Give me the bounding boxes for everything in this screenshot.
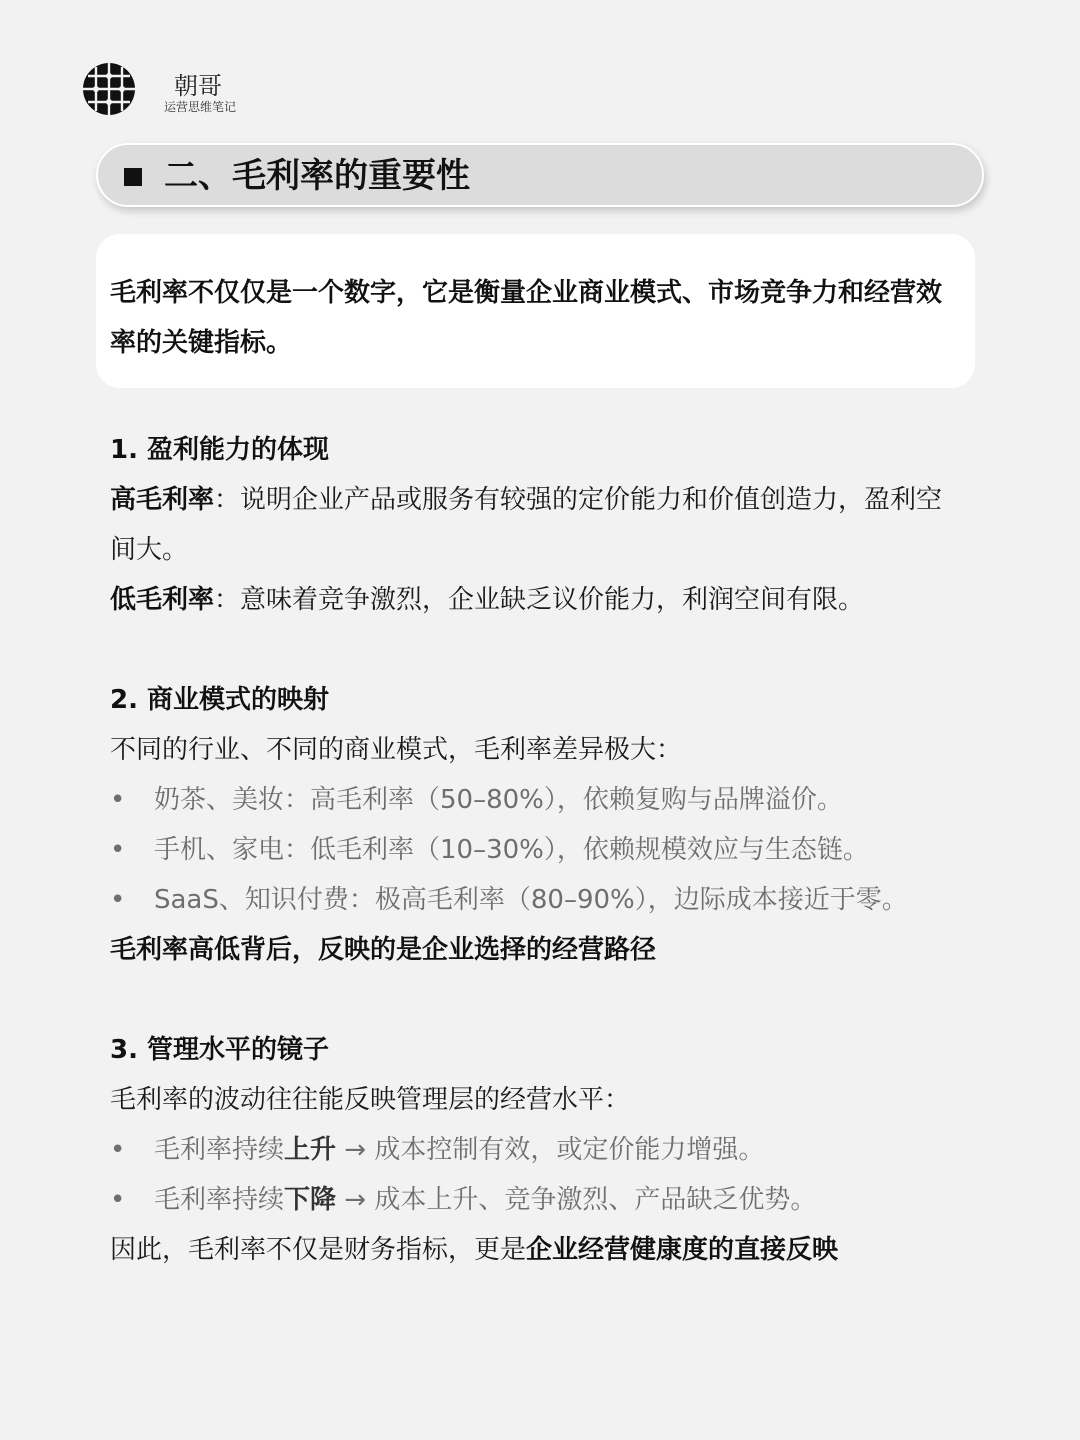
rise-emphasis: 上升 (284, 1135, 337, 1165)
intro-text: 毛利率不仅仅是一个数字，它是衡量企业商业模式、市场竞争力和经营效率的关键指标。 (110, 278, 943, 358)
part3-heading: 3. 管理水平的镜子 (110, 1035, 330, 1065)
section-title-bar (96, 143, 984, 207)
part1-low-paragraph (110, 575, 980, 625)
section-title: 二、毛利率的重要性 (164, 156, 470, 196)
list-item-text: 毛利率持续 (154, 1135, 285, 1165)
high-margin-text: ：说明企业产品或服务有较强的定价能力和价值创造力，盈利空间大。 (110, 485, 943, 565)
square-bullet-icon (124, 168, 142, 186)
part2-lead: 不同的行业、不同的商业模式，毛利率差异极大： (110, 735, 683, 765)
intro-card (96, 234, 975, 388)
high-margin-label: 高毛利率 (110, 485, 215, 515)
part2-heading: 2. 商业模式的映射 (110, 685, 330, 715)
brand-subtitle: 运营思维笔记 (164, 100, 237, 114)
globe-grid-icon (82, 62, 136, 116)
list-item (110, 825, 980, 875)
list-item-text: → 成本控制有效，或定价能力增强。 (336, 1135, 765, 1165)
brand-name: 朝哥 (174, 72, 222, 100)
list-item-text: 奶茶、美妆：高毛利率（50–80%），依赖复购与品牌溢价。 (154, 785, 843, 815)
part1-high-paragraph (110, 475, 960, 575)
part3-lead: 毛利率的波动往往能反映管理层的经营水平： (110, 1085, 631, 1115)
bullet-dot-icon: • (110, 835, 126, 865)
list-item-text: SaaS、知识付费：极高毛利率（80–90%），边际成本接近于零。 (154, 885, 908, 915)
part2-conclusion: 毛利率高低背后，反映的是企业选择的经营路径 (110, 935, 657, 965)
low-margin-label: 低毛利率 (110, 585, 215, 615)
list-item (110, 1125, 980, 1175)
bullet-dot-icon: • (110, 885, 126, 915)
final-text: 因此，毛利率不仅是财务指标，更是 (110, 1235, 527, 1265)
bullet-dot-icon: • (110, 1185, 126, 1215)
final-emphasis: 企业经营健康度的直接反映 (526, 1235, 839, 1265)
list-item-text: 毛利率持续 (154, 1185, 285, 1215)
part3-final (110, 1225, 980, 1275)
article-body (110, 425, 980, 1275)
list-item (110, 775, 980, 825)
fall-emphasis: 下降 (284, 1185, 337, 1215)
list-item-text: 手机、家电：低毛利率（10–30%），依赖规模效应与生态链。 (154, 835, 869, 865)
bullet-dot-icon: • (110, 1135, 126, 1165)
bullet-dot-icon: • (110, 785, 126, 815)
low-margin-text: ：意味着竞争激烈，企业缺乏议价能力，利润空间有限。 (214, 585, 865, 615)
part1-heading: 1. 盈利能力的体现 (110, 435, 330, 465)
list-item (110, 875, 980, 925)
list-item (110, 1175, 980, 1225)
list-item-text: → 成本上升、竞争激烈、产品缺乏优势。 (336, 1185, 817, 1215)
